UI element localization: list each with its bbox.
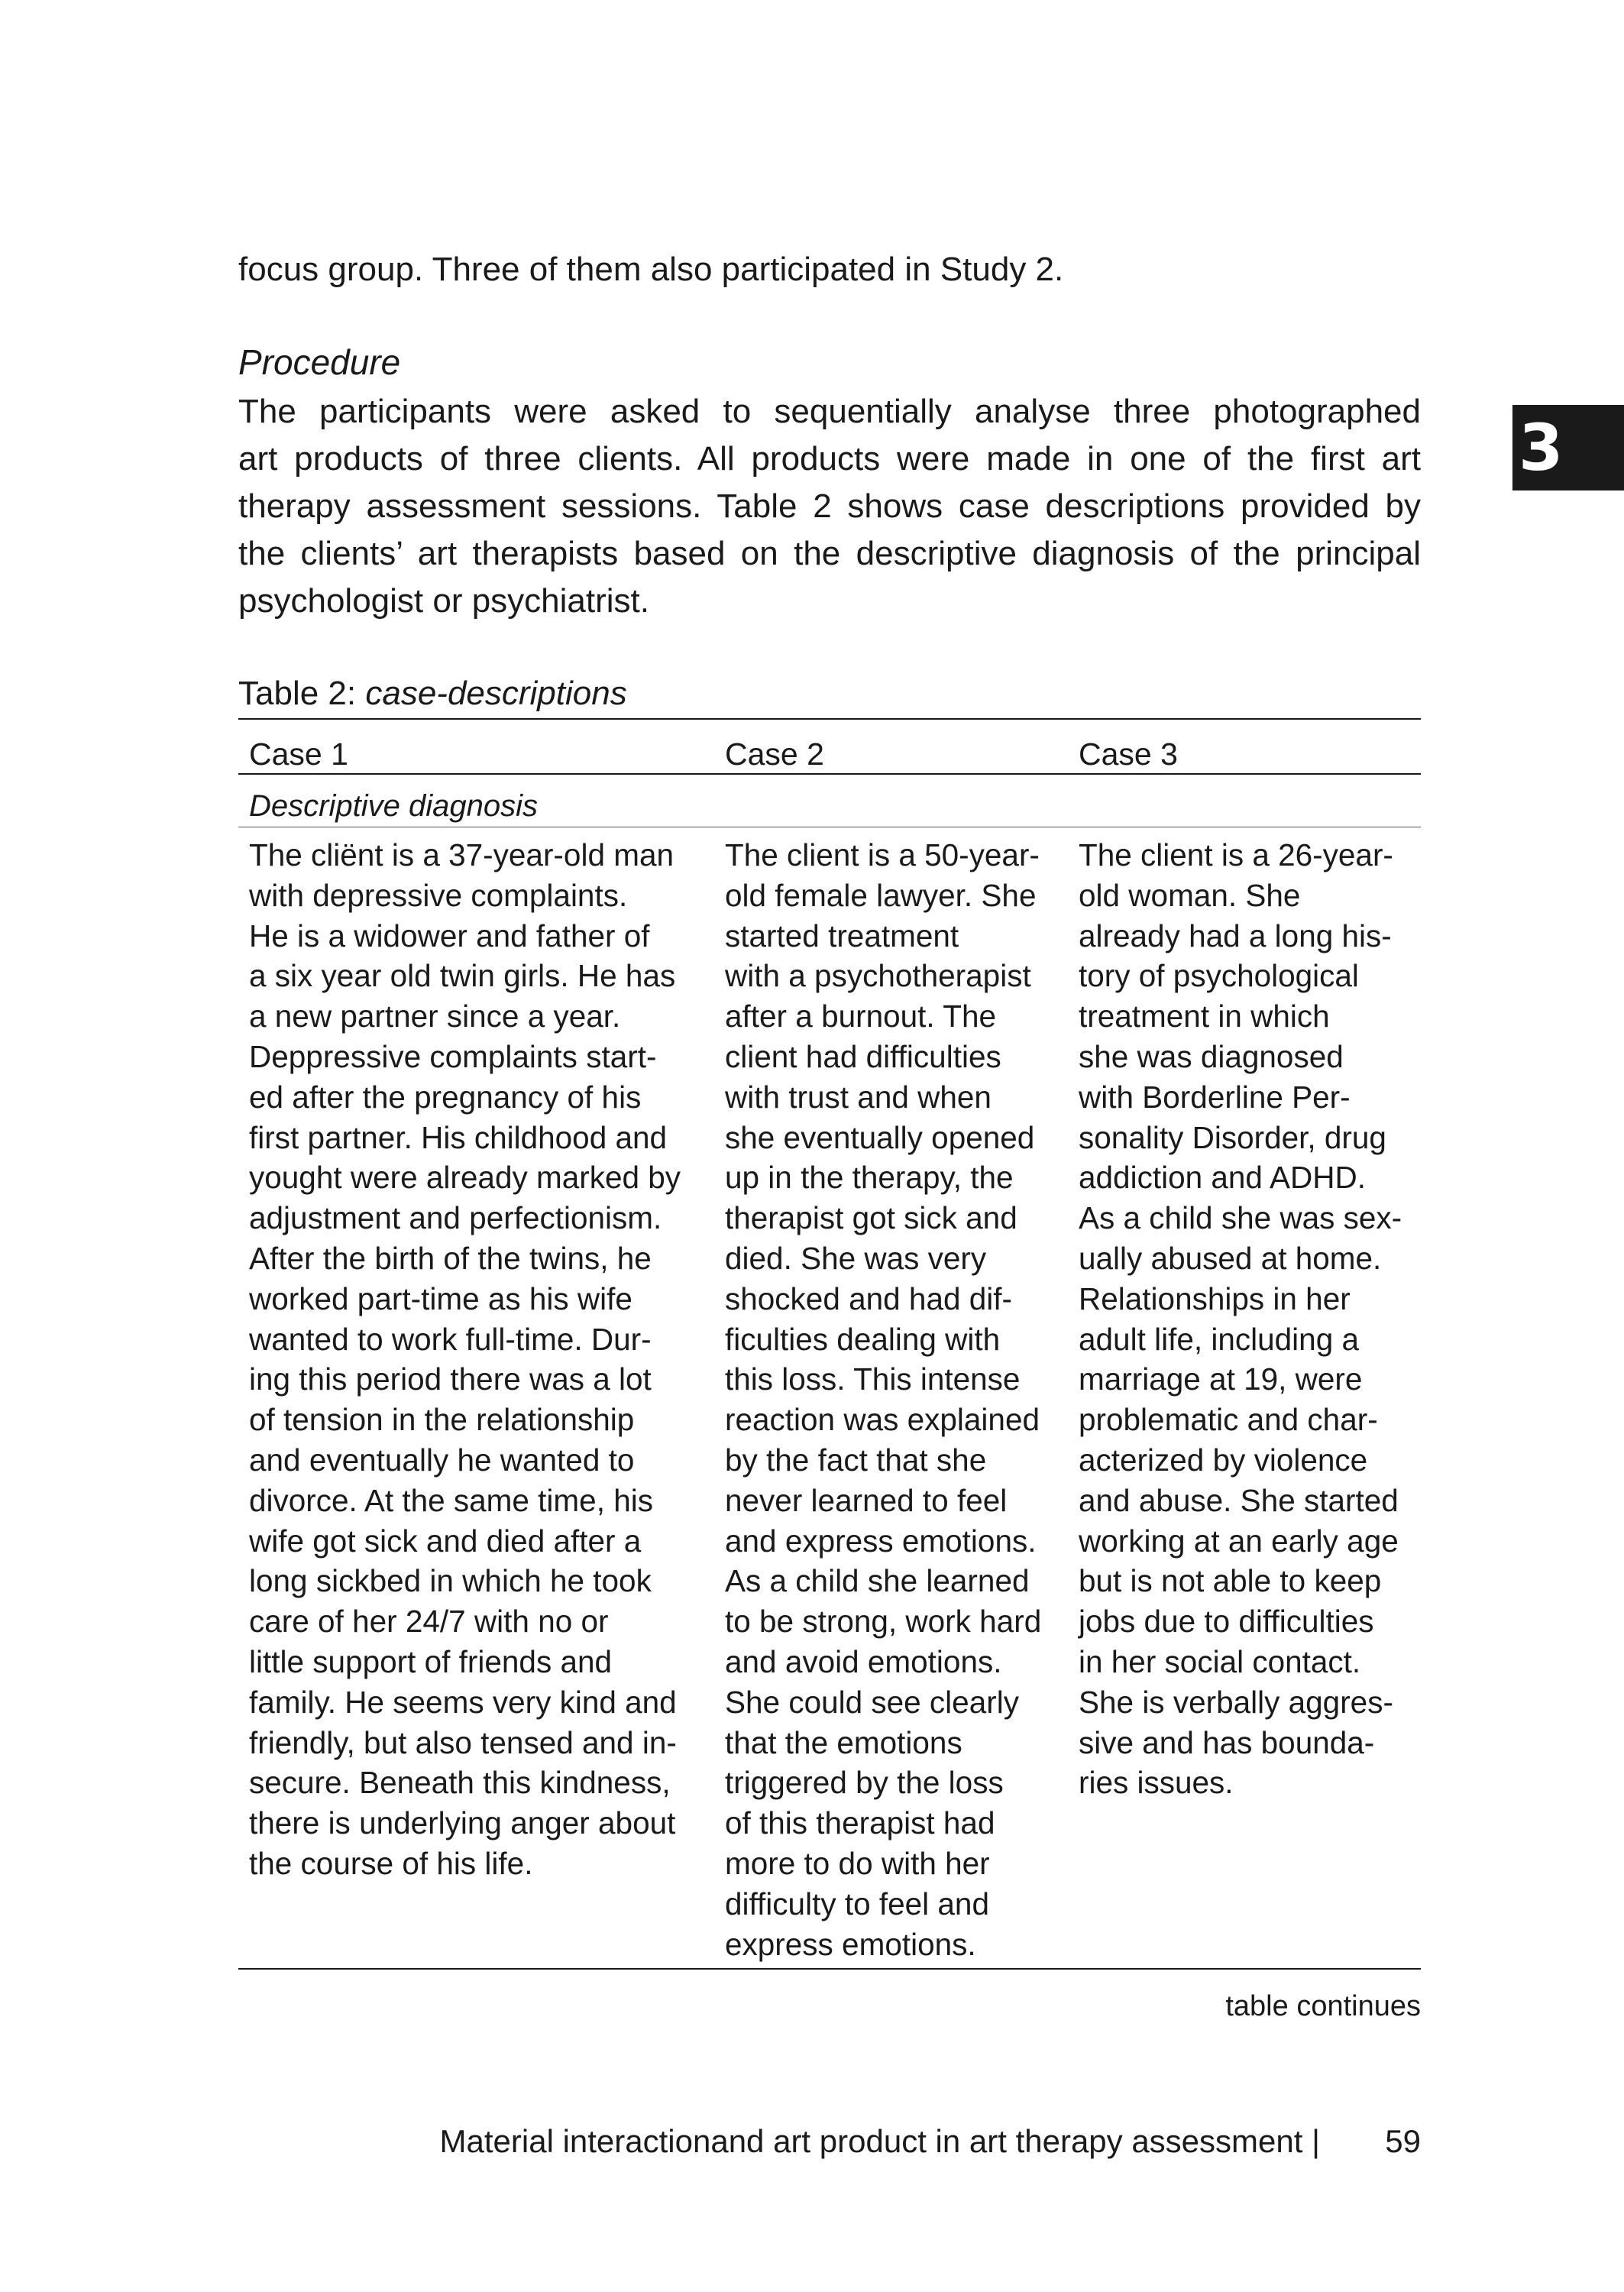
running-title: Material interactionand art product in art therapy assessment | bbox=[439, 2123, 1320, 2159]
cell-line: reaction was explained bbox=[725, 1402, 1040, 1438]
cell-line: and abuse. She started bbox=[1079, 1482, 1399, 1518]
cell-line: with a psychotherapist bbox=[725, 958, 1031, 994]
paragraph-line: the clients’ art therapists based on the descriptive diagnosis of the principal bbox=[238, 535, 1421, 572]
body-paragraph bbox=[238, 388, 1421, 625]
cell-line: wife got sick and died after a bbox=[249, 1523, 642, 1559]
cell-line: sonality Disorder, drug bbox=[1079, 1119, 1386, 1155]
cell-line: ing this period there was a lot bbox=[249, 1361, 652, 1397]
paragraph-line: psychologist or psychiatrist. bbox=[238, 582, 649, 620]
cell-line: and express emotions. bbox=[725, 1523, 1037, 1559]
table-bottom-rule bbox=[238, 1968, 1421, 1970]
cell-line: Deppressive complaints start- bbox=[249, 1038, 657, 1074]
paragraph-line: The participants were asked to sequentially analyse three photographed bbox=[238, 393, 1421, 430]
cell-line: already had a long his- bbox=[1079, 918, 1392, 953]
cell-line: triggered by the loss bbox=[725, 1765, 1004, 1801]
column-header-case-1: Case 1 bbox=[249, 736, 348, 772]
table-caption-text: case-descriptions bbox=[365, 675, 627, 712]
case-2-cell bbox=[725, 835, 1041, 1964]
cell-line: problematic and char- bbox=[1079, 1402, 1378, 1438]
cell-line: addiction and ADHD. bbox=[1079, 1160, 1366, 1196]
page-number: 59 bbox=[1385, 2123, 1421, 2159]
cell-line: after a burnout. The bbox=[725, 999, 996, 1034]
cell-line: acterized by violence bbox=[1079, 1442, 1368, 1478]
cell-line: worked part-time as his wife bbox=[249, 1280, 632, 1316]
cell-line: therapist got sick and bbox=[725, 1200, 1017, 1236]
section-heading: Procedure bbox=[238, 342, 401, 382]
cell-line: The cliënt is a 37-year-old man bbox=[249, 837, 675, 872]
cell-line: ually abused at home. bbox=[1079, 1240, 1382, 1276]
cell-line: express emotions. bbox=[725, 1926, 976, 1962]
cell-line: long sickbed in which he took bbox=[249, 1563, 652, 1599]
cell-line: ries issues. bbox=[1079, 1765, 1234, 1801]
cell-line: there is underlying anger about bbox=[249, 1805, 676, 1841]
cell-line: divorce. At the same time, his bbox=[249, 1482, 653, 1518]
cell-line: she eventually opened bbox=[725, 1119, 1035, 1155]
cell-line: He is a widower and father of bbox=[249, 918, 650, 953]
cell-line: of tension in the relationship bbox=[249, 1402, 635, 1438]
cell-line: secure. Beneath this kindness, bbox=[249, 1765, 671, 1801]
cell-line: but is not able to keep bbox=[1079, 1563, 1382, 1599]
table-top-rule bbox=[238, 718, 1421, 720]
cell-line: The client is a 50-year- bbox=[725, 837, 1040, 872]
cell-line: working at an early age bbox=[1079, 1523, 1399, 1559]
cell-line: died. She was very bbox=[725, 1240, 987, 1276]
cell-line: the course of his life. bbox=[249, 1845, 533, 1881]
cell-line: tory of psychological bbox=[1079, 958, 1359, 994]
cell-line: this loss. This intense bbox=[725, 1361, 1021, 1397]
column-header-case-3: Case 3 bbox=[1079, 736, 1178, 772]
cell-line: more to do with her bbox=[725, 1845, 990, 1881]
cell-line: of this therapist had bbox=[725, 1805, 995, 1841]
paragraph-line: art products of three clients. All products were made in one of the first art bbox=[238, 440, 1421, 478]
cell-line: old woman. She bbox=[1079, 877, 1301, 913]
table-section-label: Descriptive diagnosis bbox=[249, 789, 538, 823]
cell-line: She could see clearly bbox=[725, 1684, 1019, 1720]
table-caption-label: Table 2: bbox=[238, 675, 357, 712]
table-caption bbox=[238, 671, 627, 717]
cell-line: client had difficulties bbox=[725, 1038, 1001, 1074]
cell-line: ed after the pregnancy of his bbox=[249, 1079, 642, 1115]
cell-line: ficulties dealing with bbox=[725, 1321, 1001, 1357]
cell-line: that the emotions bbox=[725, 1724, 962, 1760]
cell-line: little support of friends and bbox=[249, 1643, 613, 1679]
lead-line: focus group. Three of them also participated in Study 2. bbox=[238, 251, 1064, 288]
cell-line: jobs due to difficulties bbox=[1079, 1604, 1374, 1640]
header-rule bbox=[238, 773, 1421, 775]
cell-line: by the fact that she bbox=[725, 1442, 987, 1478]
cell-line: with trust and when bbox=[725, 1079, 992, 1115]
cell-line: Relationships in her bbox=[1079, 1280, 1351, 1316]
cell-line: difficulty to feel and bbox=[725, 1886, 989, 1921]
cell-line: friendly, but also tensed and in- bbox=[249, 1724, 677, 1760]
chapter-tab: 3 bbox=[1512, 405, 1624, 490]
cell-line: a six year old twin girls. He has bbox=[249, 958, 676, 994]
cell-line: in her social contact. bbox=[1079, 1643, 1361, 1679]
cell-line: never learned to feel bbox=[725, 1482, 1008, 1518]
paragraph-line: therapy assessment sessions. Table 2 shows case descriptions provided by bbox=[238, 487, 1421, 525]
case-3-cell bbox=[1079, 835, 1402, 1803]
column-header-case-2: Case 2 bbox=[725, 736, 824, 772]
cell-line: old female lawyer. She bbox=[725, 877, 1037, 913]
cell-line: wanted to work full-time. Dur- bbox=[249, 1321, 652, 1357]
cell-line: to be strong, work hard bbox=[725, 1604, 1042, 1640]
cell-line: treatment in which bbox=[1079, 999, 1330, 1034]
cell-line: care of her 24/7 with no or bbox=[249, 1604, 609, 1640]
cell-line: and avoid emotions. bbox=[725, 1643, 1002, 1679]
cell-line: sive and has bounda- bbox=[1079, 1724, 1375, 1760]
case-1-cell bbox=[249, 835, 681, 1884]
cell-line: As a child she was sex- bbox=[1079, 1200, 1402, 1236]
cell-line: She is verbally aggres- bbox=[1079, 1684, 1393, 1720]
cell-line: she was diagnosed bbox=[1079, 1038, 1344, 1074]
cell-line: adjustment and perfectionism. bbox=[249, 1200, 662, 1236]
cell-line: with depressive complaints. bbox=[249, 877, 628, 913]
cell-line: and eventually he wanted to bbox=[249, 1442, 635, 1478]
cell-line: a new partner since a year. bbox=[249, 999, 621, 1034]
cell-line: shocked and had dif- bbox=[725, 1280, 1013, 1316]
cell-line: marriage at 19, were bbox=[1079, 1361, 1363, 1397]
table-continues-note: table continues bbox=[1225, 1990, 1421, 2022]
cell-line: started treatment bbox=[725, 918, 959, 953]
cell-line: up in the therapy, the bbox=[725, 1160, 1014, 1196]
cell-line: family. He seems very kind and bbox=[249, 1684, 677, 1720]
cell-line: with Borderline Per- bbox=[1079, 1079, 1351, 1115]
cell-line: After the birth of the twins, he bbox=[249, 1240, 652, 1276]
cell-line: yought were already marked by bbox=[249, 1160, 681, 1196]
cell-line: As a child she learned bbox=[725, 1563, 1030, 1599]
cell-line: adult life, including a bbox=[1079, 1321, 1359, 1357]
cell-line: The client is a 26-year- bbox=[1079, 837, 1393, 872]
cell-line: first partner. His childhood and bbox=[249, 1119, 668, 1155]
